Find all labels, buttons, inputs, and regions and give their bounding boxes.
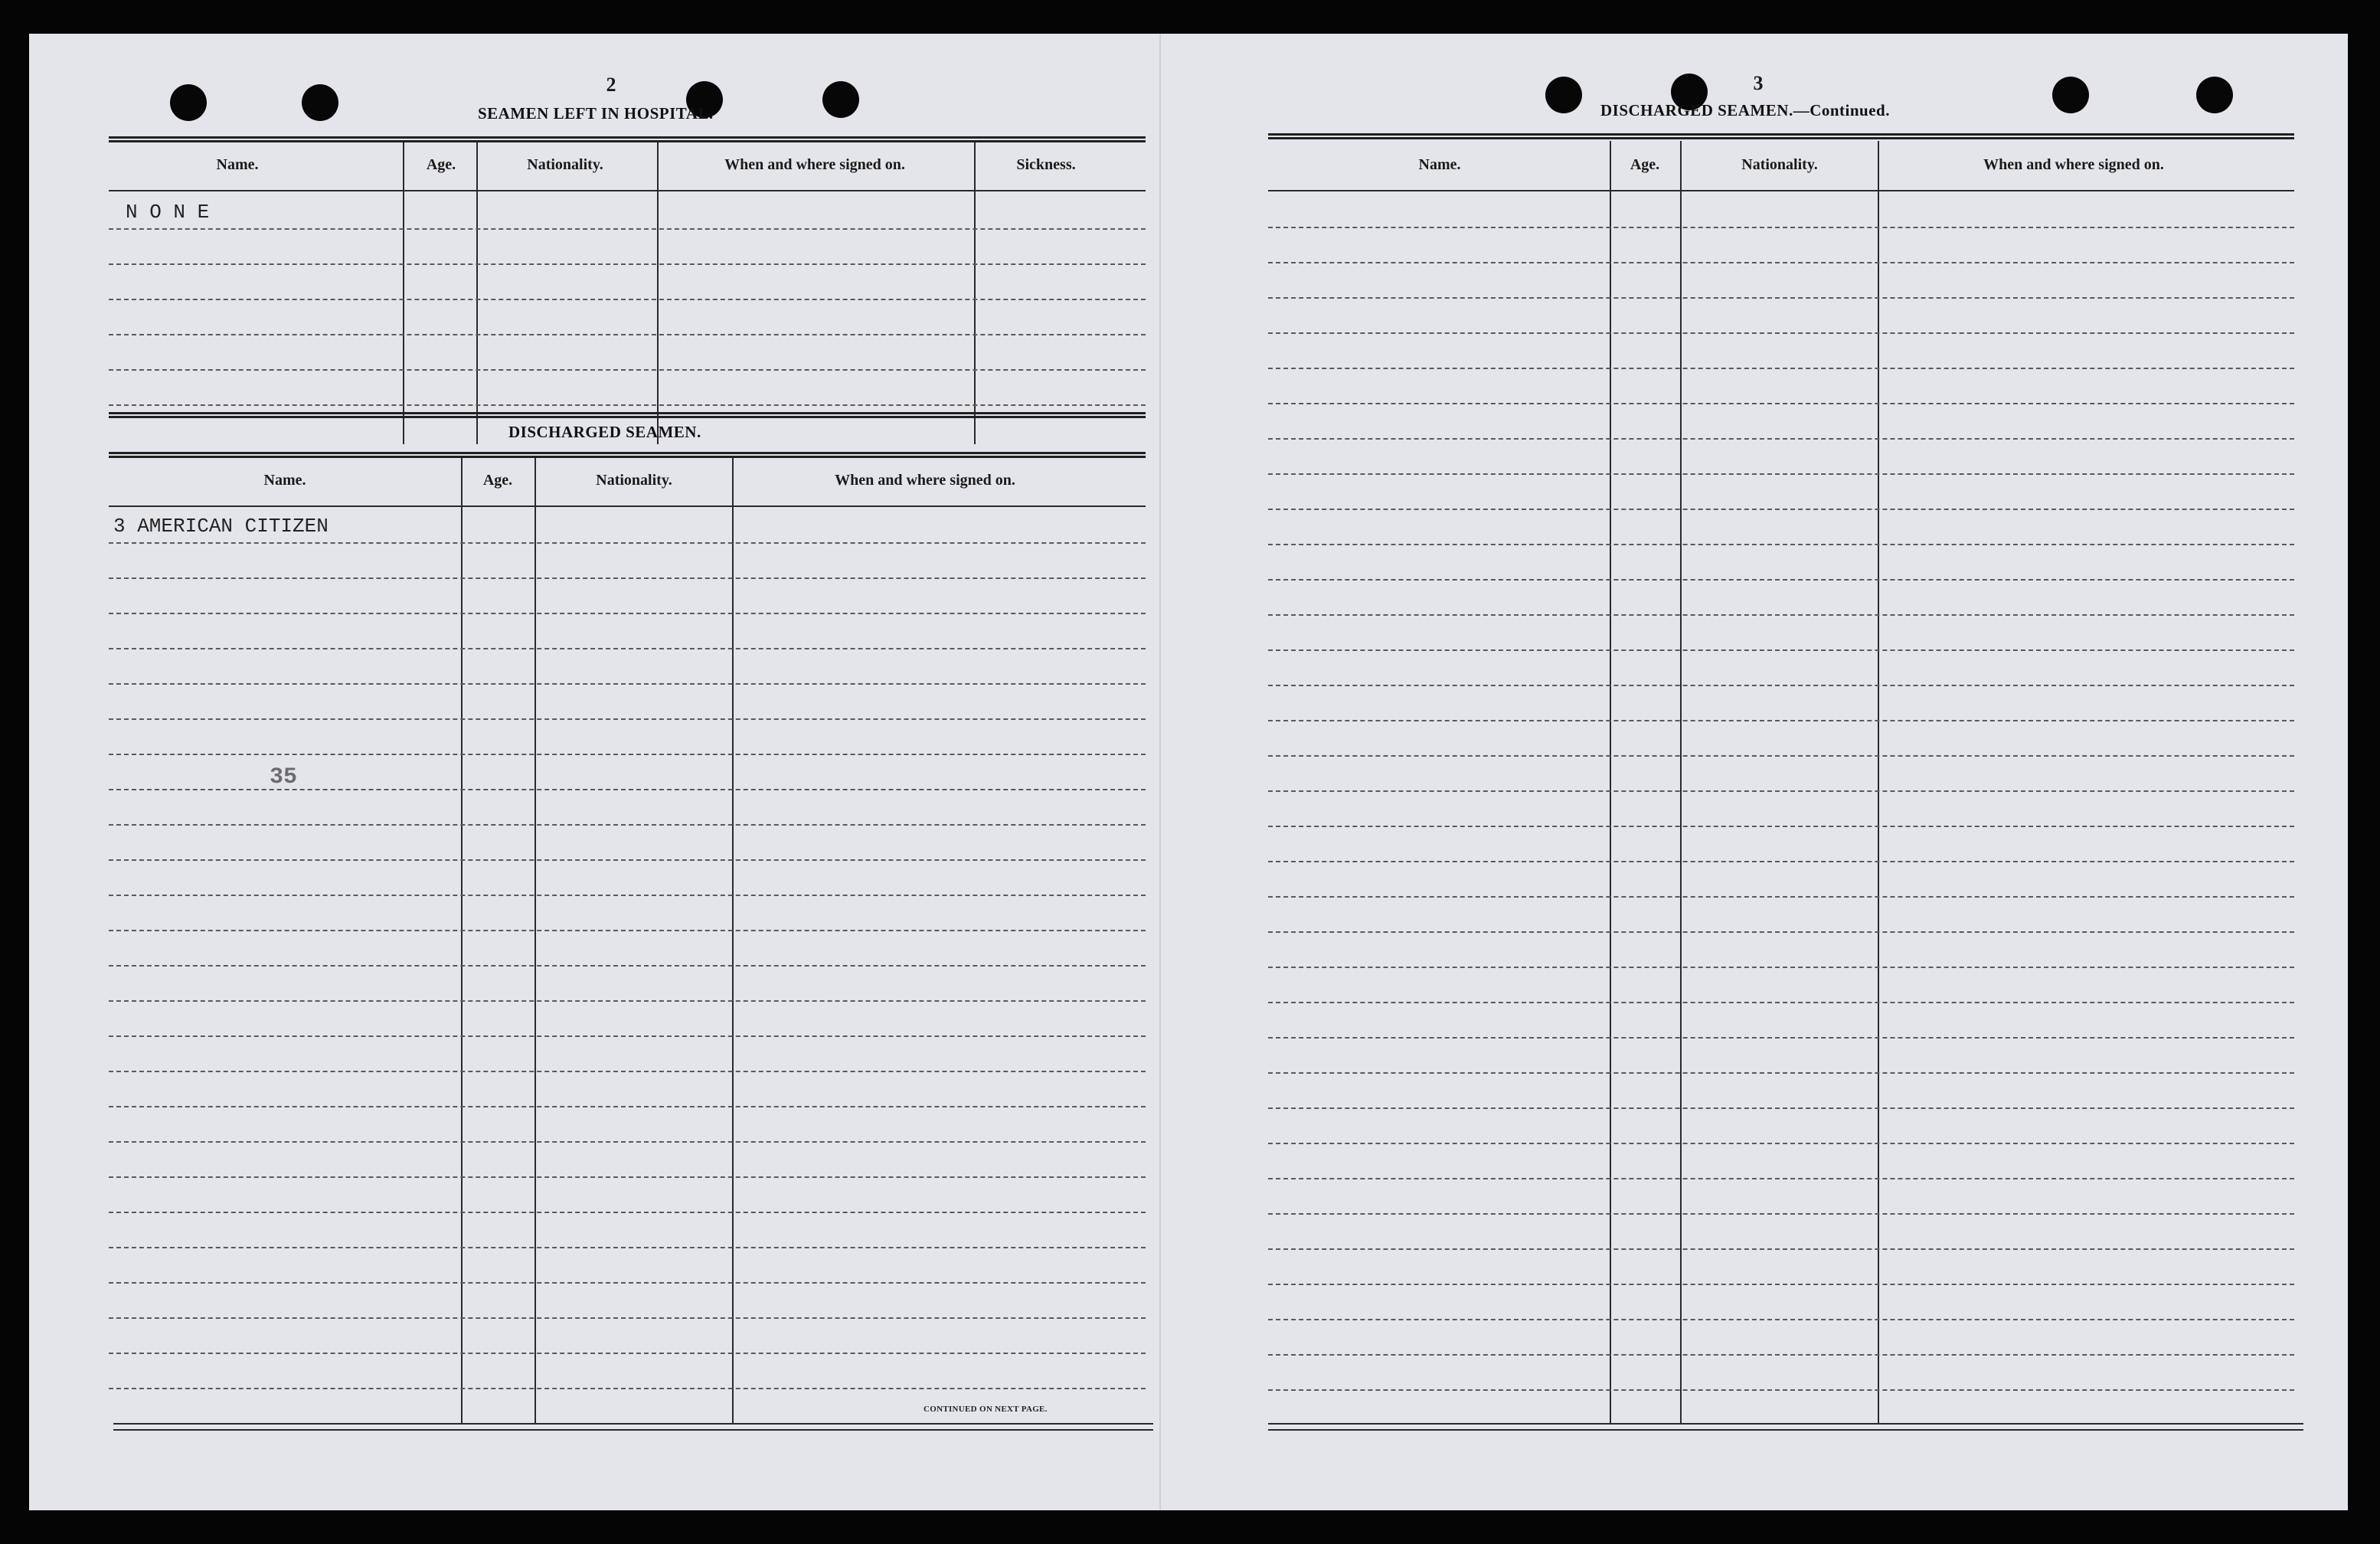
entry-line xyxy=(109,789,1146,790)
column-header-signed-on: When and where signed on. xyxy=(835,472,1015,489)
entry-line xyxy=(1268,1389,2294,1391)
entry-line xyxy=(109,1317,1146,1319)
entry-line xyxy=(109,1071,1146,1072)
column-divider xyxy=(732,458,734,1425)
entry-line xyxy=(109,228,1146,230)
table-top-rule xyxy=(1268,133,2294,139)
entry-line xyxy=(109,1282,1146,1284)
entry-line xyxy=(109,1388,1146,1389)
entry-line xyxy=(1268,1319,2294,1320)
entry-line xyxy=(1268,1178,2294,1179)
entry-line xyxy=(109,1000,1146,1002)
column-header-nationality: Nationality. xyxy=(596,472,672,489)
entry-line xyxy=(109,613,1146,614)
entry-line xyxy=(109,1247,1146,1248)
entry-line xyxy=(1268,332,2294,334)
entry-line xyxy=(1268,579,2294,581)
entry-line xyxy=(109,930,1146,931)
entry-line xyxy=(1268,1213,2294,1215)
entry-line xyxy=(1268,1037,2294,1039)
header-rule xyxy=(109,190,1146,191)
column-header-age: Age. xyxy=(482,472,513,489)
entry-line xyxy=(109,1035,1146,1037)
table-bottom-rule xyxy=(113,1423,1153,1425)
entry-line xyxy=(109,824,1146,826)
entry-line xyxy=(1268,1284,2294,1285)
header-rule xyxy=(1268,190,2294,191)
entry-line xyxy=(1268,685,2294,686)
entry-line xyxy=(109,1176,1146,1178)
column-divider xyxy=(476,142,478,444)
faint-stamp-number: 35 xyxy=(270,764,298,790)
punch-hole xyxy=(2196,77,2233,113)
column-header-signed-on: When and where signed on. xyxy=(724,156,905,173)
entry-line xyxy=(109,718,1146,720)
table-bottom-rule xyxy=(113,1429,1153,1431)
entry-line xyxy=(109,1353,1146,1354)
page-number: 3 xyxy=(1753,72,1764,94)
section-rule xyxy=(109,412,1146,418)
page-number: 2 xyxy=(606,74,616,96)
discharged-entry-name: 3 AMERICAN CITIZEN xyxy=(113,515,329,538)
entry-line xyxy=(1268,896,2294,898)
entry-line xyxy=(1268,826,2294,827)
column-header-sickness: Sickness. xyxy=(1016,156,1076,173)
entry-line xyxy=(1268,1248,2294,1250)
entry-line xyxy=(1268,544,2294,545)
column-header-name: Name. xyxy=(216,156,259,173)
table-top-rule xyxy=(109,452,1146,458)
entry-line xyxy=(109,754,1146,755)
column-header-age: Age. xyxy=(426,156,456,173)
entry-line xyxy=(1268,720,2294,721)
entry-line xyxy=(109,1212,1146,1213)
section-title-discharged-continued: DISCHARGED SEAMEN.—Continued. xyxy=(1600,101,1890,119)
column-divider xyxy=(535,458,536,1425)
entry-line xyxy=(109,263,1146,265)
entry-line xyxy=(1268,438,2294,440)
table-top-rule xyxy=(109,136,1146,142)
entry-line xyxy=(1268,1002,2294,1003)
column-header-name: Name. xyxy=(263,472,306,489)
section-title-hospital: SEAMEN LEFT IN HOSPITAL. xyxy=(478,104,714,123)
punch-hole xyxy=(2052,77,2089,113)
entry-line xyxy=(109,648,1146,649)
hospital-entry-name: N O N E xyxy=(126,201,210,224)
entry-line xyxy=(109,859,1146,861)
column-header-nationality: Nationality. xyxy=(1741,156,1818,173)
table-bottom-rule xyxy=(1268,1423,2303,1425)
punch-hole xyxy=(302,84,338,121)
entry-line xyxy=(1268,509,2294,510)
entry-line xyxy=(1268,227,2294,228)
column-divider xyxy=(657,142,659,444)
entry-line xyxy=(1268,368,2294,369)
column-header-age: Age. xyxy=(1630,156,1660,173)
entry-line xyxy=(109,542,1146,544)
entry-line xyxy=(109,404,1146,406)
punch-hole xyxy=(170,84,207,121)
entry-line xyxy=(1268,931,2294,933)
column-divider xyxy=(974,142,976,444)
punch-hole xyxy=(822,81,859,118)
entry-line xyxy=(109,369,1146,371)
punch-hole xyxy=(1545,77,1582,113)
document-sheet xyxy=(29,34,2348,1510)
entry-line xyxy=(109,334,1146,335)
entry-line xyxy=(109,1106,1146,1107)
column-header-signed-on: When and where signed on. xyxy=(1983,156,2164,173)
section-title-discharged: DISCHARGED SEAMEN. xyxy=(508,423,701,441)
page-fold xyxy=(1159,34,1161,1510)
entry-line xyxy=(109,1141,1146,1143)
entry-line xyxy=(109,965,1146,967)
continued-footer: CONTINUED ON NEXT PAGE. xyxy=(924,1405,1048,1414)
entry-line xyxy=(109,895,1146,896)
column-divider xyxy=(403,142,404,444)
entry-line xyxy=(1268,262,2294,263)
entry-line xyxy=(1268,790,2294,792)
column-header-name: Name. xyxy=(1418,156,1461,173)
entry-line xyxy=(1268,1354,2294,1356)
entry-line xyxy=(1268,967,2294,968)
column-divider xyxy=(461,458,463,1425)
entry-line xyxy=(1268,614,2294,616)
entry-line xyxy=(1268,755,2294,757)
column-header-nationality: Nationality. xyxy=(527,156,603,173)
entry-line xyxy=(1268,297,2294,299)
entry-line xyxy=(109,577,1146,579)
header-rule xyxy=(109,505,1146,507)
entry-line xyxy=(1268,649,2294,651)
entry-line xyxy=(109,683,1146,685)
table-bottom-rule xyxy=(1268,1429,2303,1431)
entry-line xyxy=(1268,1072,2294,1074)
entry-line xyxy=(1268,861,2294,862)
entry-line xyxy=(1268,1107,2294,1109)
entry-line xyxy=(1268,473,2294,475)
entry-line xyxy=(109,299,1146,300)
entry-line xyxy=(1268,403,2294,404)
entry-line xyxy=(1268,1143,2294,1144)
